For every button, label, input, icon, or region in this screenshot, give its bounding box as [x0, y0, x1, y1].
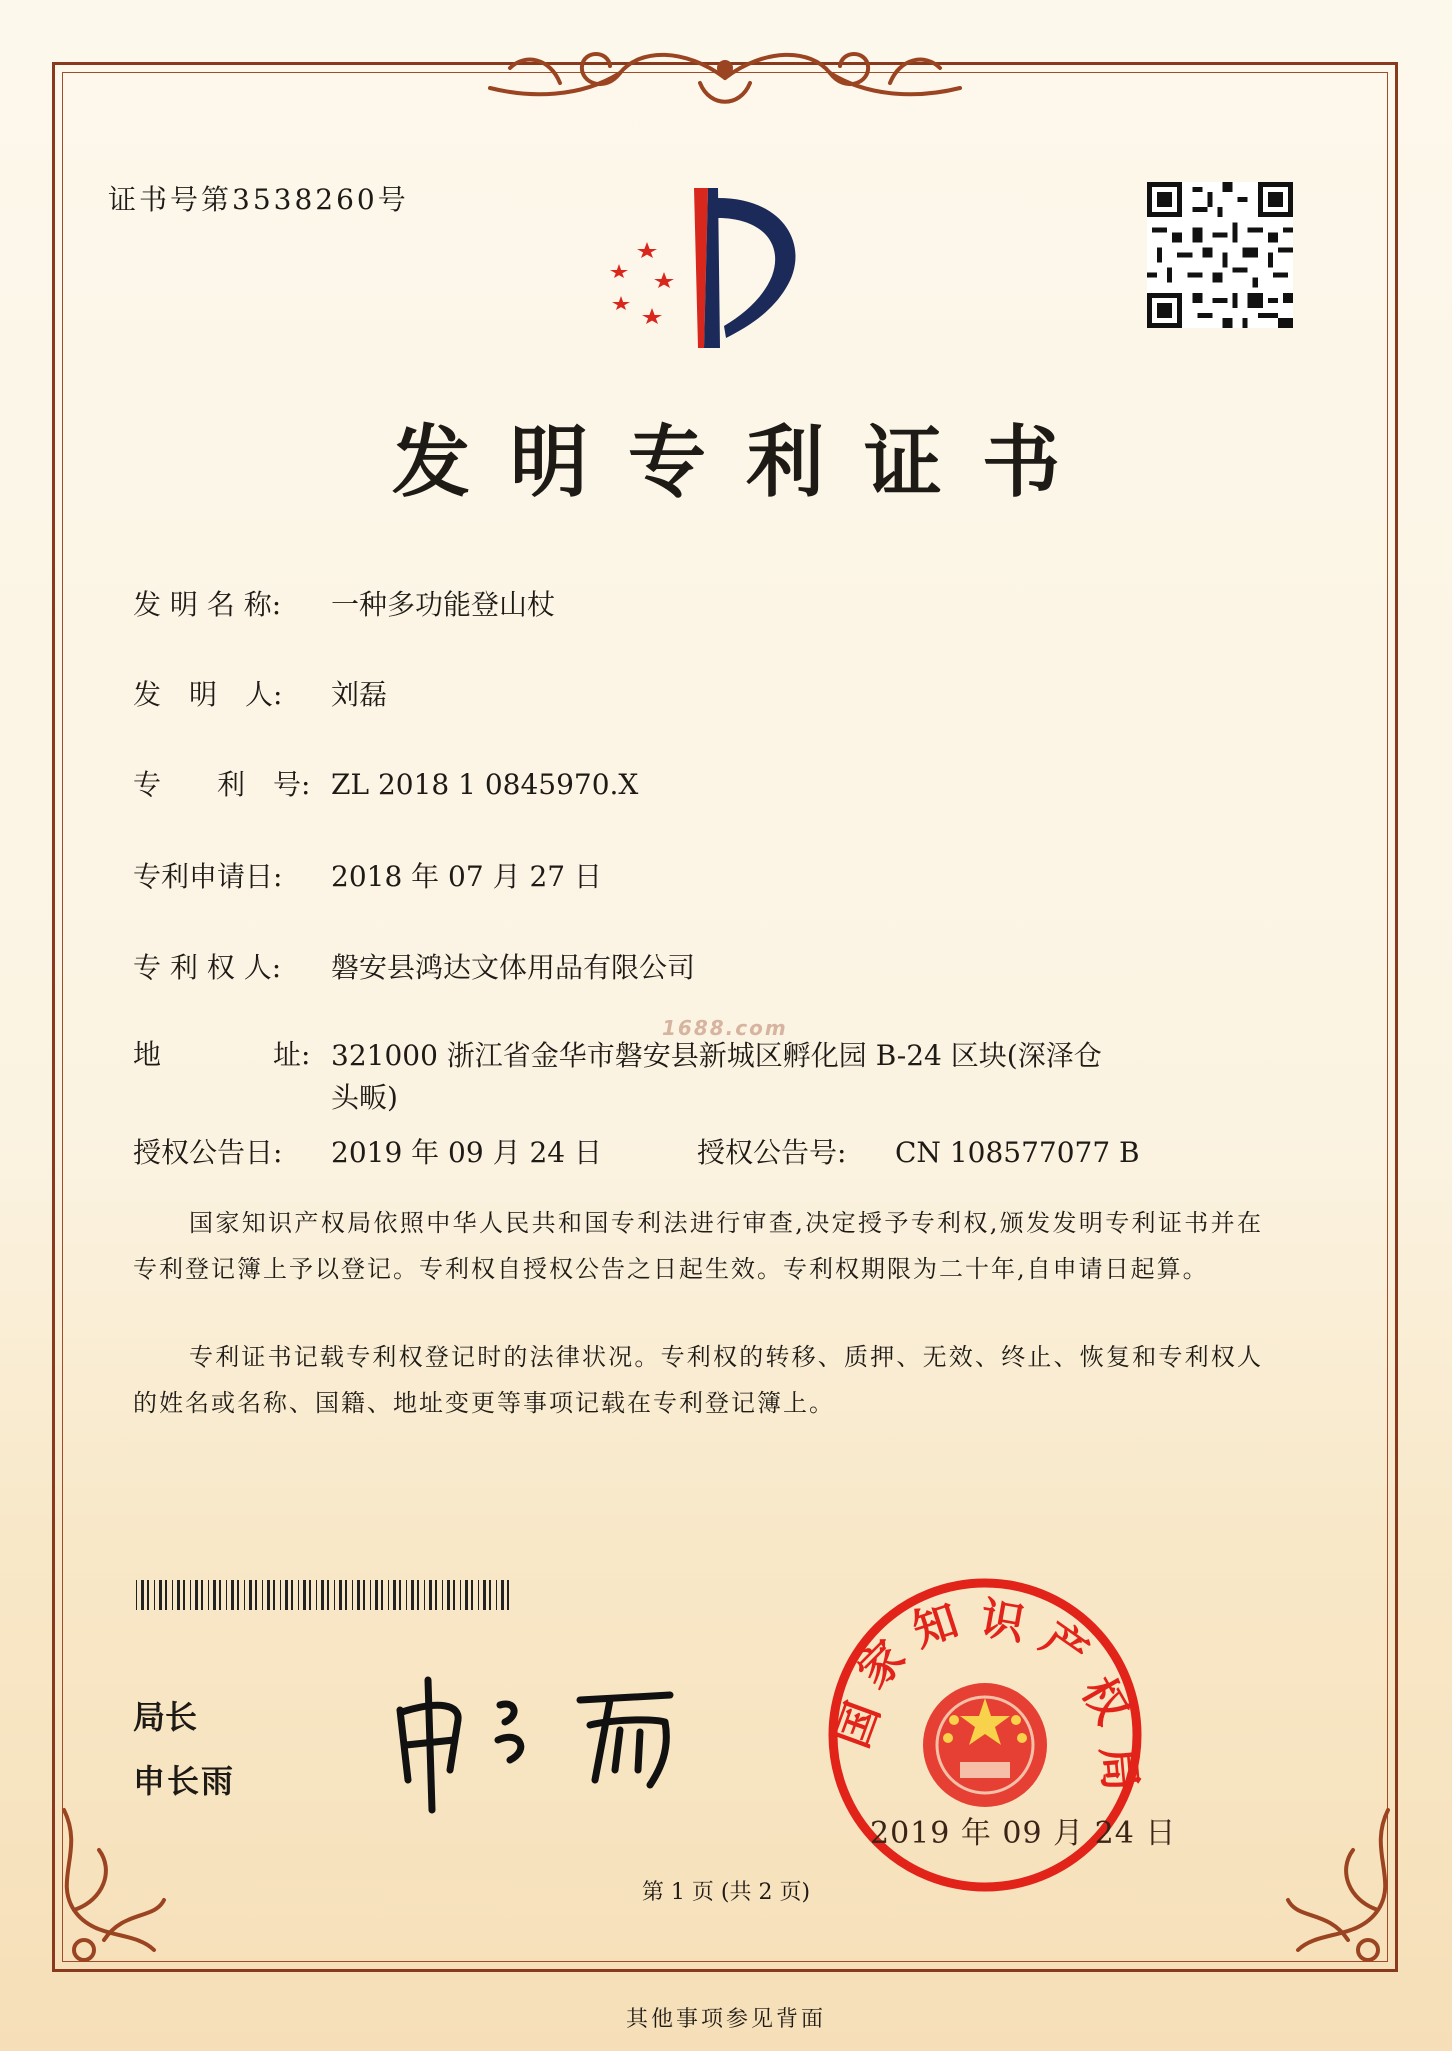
seal-date: 2019 年 09 月 24 日: [870, 1816, 1177, 1851]
statement-paragraph-1: 国家知识产权局依照中华人民共和国专利法进行审查,决定授予专利权,颁发发明专利证书并在专利登记簿上予以登记。专利权自授权公告之日起生效。专利权期限为二十年,自申请日起算。: [133, 1209, 1263, 1283]
patentee-row: [133, 948, 695, 988]
invention-name-label: 发 明 名 称:: [133, 588, 282, 621]
director-signature: [380, 1660, 700, 1820]
invention-name-row: [133, 585, 555, 625]
grant-date-label: 授权公告日:: [133, 1136, 283, 1169]
address-row: [133, 1035, 1133, 1119]
patent-number-value: ZL 2018 1 0845970.X: [331, 768, 639, 801]
application-date-value: 2018 年 07 月 27 日: [331, 860, 603, 893]
svg-text:国: 国: [826, 1695, 890, 1755]
svg-text:权: 权: [1071, 1668, 1138, 1733]
document-title: 发明专利证书: [391, 418, 1100, 508]
grant-publication-label: 授权公告号:: [697, 1136, 847, 1169]
inventor-label: 发 明 人:: [133, 678, 283, 711]
inventor-row: [133, 675, 387, 715]
director-title: 局长: [133, 1698, 198, 1736]
qr-code: [1147, 182, 1293, 328]
invention-name-value: 一种多功能登山杖: [331, 588, 556, 621]
director-name: 申长雨: [133, 1762, 236, 1800]
application-date-label: 专利申请日:: [133, 860, 283, 893]
patentee-label: 专 利 权 人:: [133, 951, 282, 984]
address-value: 321000 浙江省金华市磐安县新城区孵化园 B-24 区块(深泽仓头畈): [331, 1039, 1102, 1114]
page-indicator: 第 1 页 (共 2 页): [641, 1880, 811, 1905]
certificate-number: 证书号第3538260号: [108, 183, 409, 216]
grant-publication-row: [697, 1133, 1140, 1173]
top-ornament: [470, 28, 980, 118]
inventor-value: 刘磊: [331, 678, 388, 711]
svg-text:产: 产: [1031, 1612, 1097, 1680]
application-date-row: [133, 857, 602, 897]
patentee-value: 磐安县鸿达文体用品有限公司: [331, 951, 696, 984]
svg-text:家: 家: [848, 1631, 916, 1699]
footer-note: 其他事项参见背面: [625, 2007, 826, 2032]
patent-number-label: 专 利 号:: [133, 768, 311, 801]
statement-paragraph-2: 专利证书记载专利权登记时的法律状况。专利权的转移、质押、无效、终止、恢复和专利权人的姓名或名称、国籍、地址变更等事项记载在专利登记簿上。: [133, 1343, 1263, 1417]
grant-date-row: [133, 1133, 602, 1173]
svg-text:识: 识: [976, 1592, 1029, 1651]
patent-office-emblem: [586, 178, 826, 358]
svg-text:局: 局: [1091, 1744, 1146, 1793]
grant-publication-value: CN 108577077 B: [895, 1136, 1140, 1169]
svg-text:知: 知: [906, 1595, 965, 1658]
patent-number-row: [133, 765, 638, 805]
watermark: 1688.com: [662, 1016, 788, 1040]
address-label: 地 址:: [133, 1038, 311, 1071]
grant-date-value: 2019 年 09 月 24 日: [331, 1136, 603, 1169]
barcode: [136, 1580, 514, 1610]
